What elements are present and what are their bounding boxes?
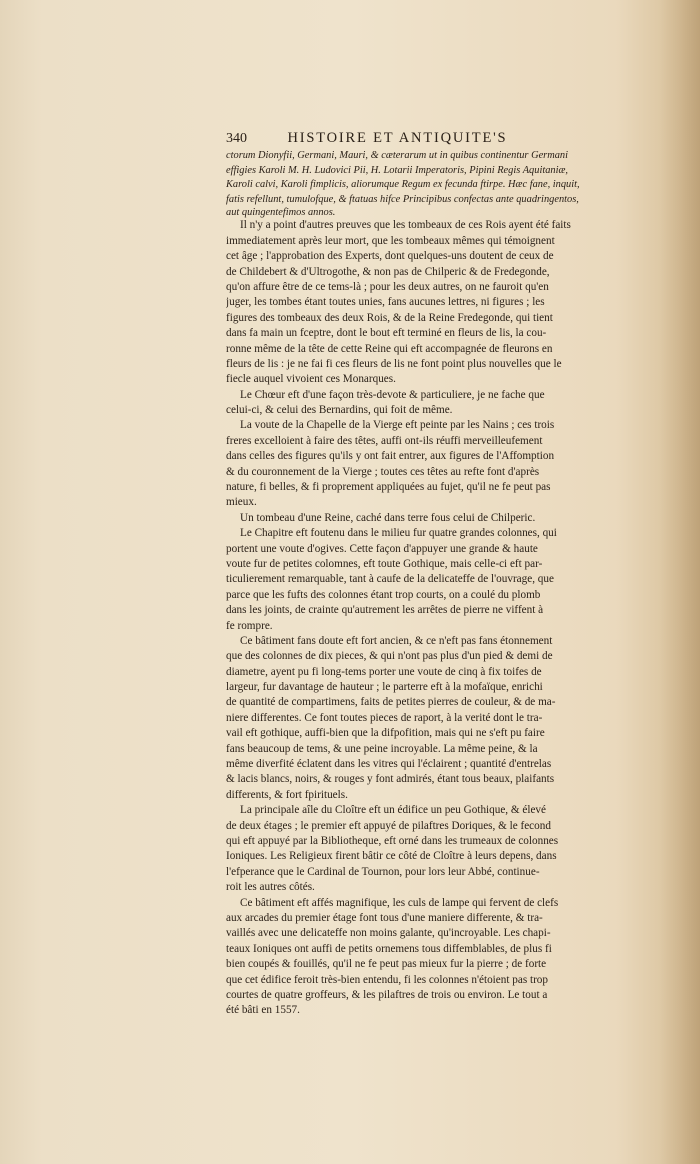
text-line: fiecle auquel vivoient ces Monarques. — [226, 373, 396, 386]
text-line: & du couronnement de la Vierge ; toutes ces têtes au refte font d'après — [226, 465, 540, 478]
text-line: La voute de la Chapelle de la Vierge eft peinte par les Nains ; ces trois — [240, 419, 555, 432]
paragraph — [226, 803, 658, 895]
text-line: même diverfité éclatent dans les vitres qui l'éclairent ; quantité d'entrelas — [226, 758, 552, 771]
text-line: immediatement après leur mort, que les tombeaux mêmes qui témoignent — [226, 234, 555, 247]
text-line: voute fur de petites colomnes, eft toute Gothique, mais celle-ci eft par- — [226, 557, 543, 570]
text-line: Le Chapitre eft foutenu dans le milieu fur quatre grandes colonnes, qui — [240, 527, 557, 540]
text-line: Un tombeau d'une Reine, caché dans terre fous celui de Chilperic. — [240, 511, 536, 524]
text-line: Ce bâtiment eft affés magnifique, les culs de lampe qui fervent de clefs — [240, 896, 559, 909]
text-line: dans celles des figures qu'ils y ont fait entrer, aux figures de l'Affomption — [226, 450, 555, 463]
paragraph — [226, 388, 658, 419]
text-line: Ce bâtiment fans doute eft fort ancien, & ce n'eft pas fans étonnement — [240, 634, 553, 647]
text-line: cet âge ; l'approbation des Experts, dont quelques-uns doutent de ceux de — [226, 250, 554, 263]
text-line: freres excelloient à faire des têtes, auffi ont-ils réuffi merveilleufement — [226, 434, 543, 447]
text-line: parce que les fufts des colonnes étant trop courts, on a coulé du plomb — [226, 588, 541, 601]
text-line: Il n'y a point d'autres preuves que les tombeaux de ces Rois ayent été faits — [240, 219, 571, 232]
paragraph — [226, 634, 658, 803]
text-line: nature, fi belles, & fi proprement appliquées au fujet, qu'il ne fe peut pas — [226, 481, 551, 494]
paragraph — [226, 218, 658, 387]
text-line: roit les autres côtés. — [226, 881, 315, 894]
text-line: ctorum Dionyfii, Germani, Mauri, & cæterarum ut in quibus continentur Germani — [226, 150, 569, 161]
text-line: aut quingentefimos annos. — [226, 207, 336, 219]
text-line: differents, & fort fpirituels. — [226, 788, 348, 801]
text-line: niere differentes. Ce font toutes pieces de raport, à la verité dont le tra- — [226, 711, 543, 724]
text-line: La principale aîle du Cloître eft un édifice un peu Gothique, & élevé — [240, 804, 546, 817]
text-line: dans fa main un fceptre, dont le bout eft terminé en fleurs de lis, la cou- — [226, 327, 547, 340]
running-title: HISTOIRE ET ANTIQUITE'S — [287, 130, 508, 146]
text-line: fans beaucoup de tems, & une peine incroyable. La même peine, & la — [226, 742, 538, 755]
text-line: de quantité de compartimens, faits de petites pierres de couleur, & de ma- — [226, 696, 556, 709]
paragraph — [226, 526, 658, 634]
text-line: qu'on affure être de ce tems-là ; pour les deux autres, on ne fauroit qu'en — [226, 280, 549, 293]
text-line: bien coupés & fouillés, qu'il ne fe peut pas mieux fur la pierre ; de forte — [226, 958, 547, 971]
text-line: que cet édifice feroit très-bien entendu, fi les colonnes n'étoient pas trop — [226, 973, 548, 986]
text-line: fleurs de lis : je ne fai fi ces fleurs de lis ne font point plus nouvelles que le — [226, 357, 562, 370]
text-line: de deux étages ; le premier eft appuyé de pilaftres Doriques, & le fecond — [226, 819, 551, 832]
text-line: celui-ci, & celui des Bernardins, qui foit de même. — [226, 404, 453, 417]
text-line: diametre, ayent pu fi long-tems porter une voute de cinq à fix toifes de — [226, 665, 542, 678]
text-line: de Childebert & d'Ultrogothe, & non pas de Chilperic & de Fredegonde, — [226, 265, 550, 278]
text-line: ronne même de la tête de cette Reine qui eft accompagnée de fleurons en — [226, 342, 553, 355]
page-header — [226, 130, 662, 147]
paragraph — [226, 896, 658, 1019]
text-line: dans les joints, de crainte qu'autrement les arrêtes de pierre ne viffent à — [226, 604, 544, 617]
text-line: courtes de quatre groffeurs, & les pilaftres de trois ou environ. Le tout a — [226, 988, 548, 1001]
text-line: qui eft appuyé par la Bibliotheque, eft orné dans les trumeaux de colonnes — [226, 835, 559, 847]
text-line: ticulierement remarquable, tant à caufe de la delicateffe de l'ouvrage, que — [226, 573, 554, 586]
text-line: été bâti en 1557. — [226, 1004, 300, 1017]
text-line: figures des tombeaux des deux Rois, & de la Reine Fredegonde, qui tient — [226, 311, 553, 324]
text-line: teaux Ioniques ont auffi de petits ornemens tous diffemblables, de plus fi — [226, 942, 552, 955]
paragraph — [226, 418, 658, 510]
text-line: Karoli calvi, Karoli fimplicis, aliorumque Regum ex fecunda ftirpe. Hæc fane, inquit, — [226, 179, 580, 191]
paragraph — [226, 511, 658, 526]
text-line: fe rompre. — [226, 619, 273, 632]
text-line: largeur, fur davantage de hauteur ; le parterre eft à la mofaïque, enrichi — [226, 681, 543, 694]
text-line: l'efperance que le Cardinal de Tournon, pour lors leur Abbé, continue- — [226, 865, 540, 878]
latin-quotation — [226, 149, 658, 218]
text-line: aux arcades du premier étage font tous d'une maniere differente, & tra- — [226, 911, 543, 924]
text-line: juger, les tombes étant toutes unies, fans aucunes lettres, ni figures ; les — [226, 296, 545, 309]
text-line: Ioniques. Les Religieux firent bâtir ce côté de Cloître à leurs depens, dans — [226, 850, 557, 863]
text-line: & lacis blancs, noirs, & rouges y font admirés, étant tous beaux, plaifants — [226, 773, 555, 786]
text-line: que des colonnes de dix pieces, & qui n'ont pas plus d'un pied & demi de — [226, 650, 553, 663]
page-number: 340 — [226, 131, 247, 146]
text-line: mieux. — [226, 496, 257, 509]
text-line: vail eft gothique, auffi-bien que la difpofition, mais qui ne s'eft pu faire — [226, 727, 545, 740]
text-line: Le Chœur eft d'une façon très-devote & particuliere, je ne fache que — [240, 388, 545, 401]
text-line: vaillés avec une delicateffe non moins galante, qu'incroyable. Les chapi- — [226, 927, 551, 940]
text-line: effigies Karoli M. H. Ludovici Pii, H. Lotarii Imperatoris, Pipini Regis Aquitaniæ, — [226, 164, 569, 176]
page-gutter-shadow — [660, 0, 700, 1164]
text-line: portent une voute d'ogives. Cette façon d'appuyer une grande & haute — [226, 542, 538, 555]
body-text — [226, 149, 658, 1019]
text-line: fatis refellunt, tumulofque, & ftatuas hifce Principibus confectas ante quadringentos, — [226, 193, 579, 205]
